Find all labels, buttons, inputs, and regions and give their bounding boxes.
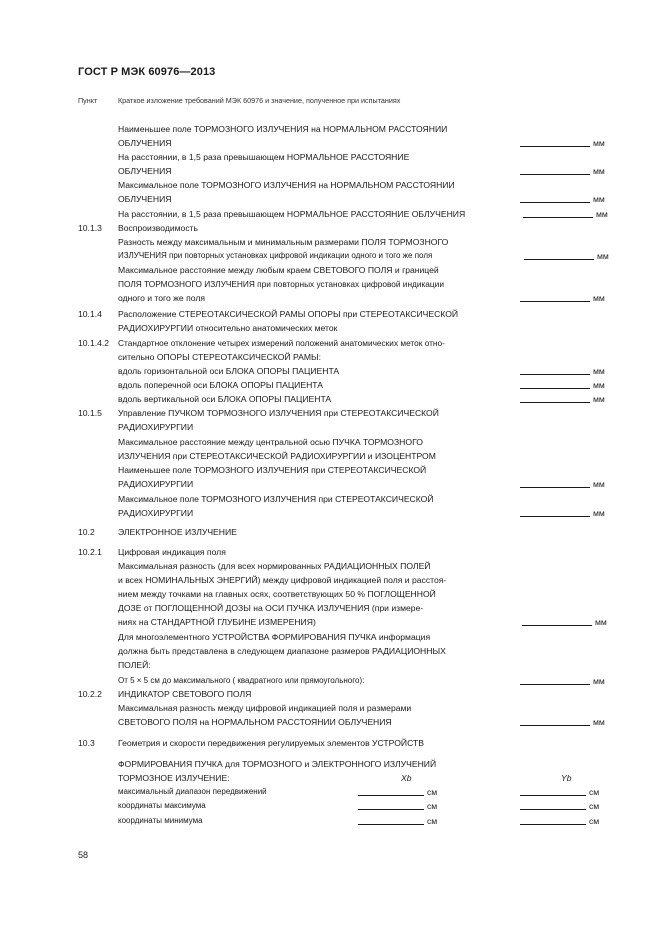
text-line: Максимальное расстояние между любым краем СВЕТОВОГО ПОЛЯ и границей: [118, 265, 439, 275]
unit-label: мм: [593, 394, 605, 404]
clause-number: 10.3: [78, 738, 95, 748]
text-line: На расстоянии, в 1,5 раза превышающем НОРМАЛЬНОЕ РАССТОЯНИЕ ОБЛУЧЕНИЯ: [118, 209, 466, 219]
text-line: вдоль горизонтальной оси БЛОКА ОПОРЫ ПАЦИЕНТА: [118, 366, 340, 376]
unit-label: мм: [593, 138, 605, 148]
answer-field[interactable]: [520, 676, 605, 686]
text-line: должна быть представлена в следующем диапазоне размеров РАДИАЦИОННЫХ: [118, 646, 446, 656]
column-header-description: Краткое изложение требований МЭК 60976 и значение, полученное при испытаниях: [118, 96, 401, 105]
answer-field[interactable]: [523, 209, 608, 219]
text-line: ОБЛУЧЕНИЯ: [118, 194, 172, 204]
answer-field[interactable]: [524, 251, 609, 261]
text-line: Наименьшее поле ТОРМОЗНОГО ИЗЛУЧЕНИЯ на НОРМАЛЬНОМ РАССТОЯНИИ: [118, 124, 448, 134]
unit-label: мм: [593, 166, 605, 176]
text-line: ОБЛУЧЕНИЯ: [118, 138, 172, 148]
text-line: ИЗЛУЧЕНИЯ при СТЕРЕОТАКСИЧЕСКОЙ РАДИОХИРУРГИИ и ИЗОЦЕНТРОМ: [118, 451, 436, 461]
text-line: ФОРМИРОВАНИЯ ПУЧКА для ТОРМОЗНОГО и ЭЛЕКТРОННОГО ИЗЛУЧЕНИЙ: [118, 759, 437, 769]
unit-label: см: [589, 801, 600, 811]
clause-number: 10.2.2: [78, 689, 102, 699]
answer-field[interactable]: [520, 394, 605, 404]
answer-field[interactable]: [520, 479, 605, 489]
text-line: Максимальное поле ТОРМОЗНОГО ИЗЛУЧЕНИЯ на НОРМАЛЬНОМ РАССТОЯНИИ: [118, 180, 455, 190]
text-line: нием между точками на главных осях, соответствующих 50 % ПОГЛОЩЕННОЙ: [118, 589, 436, 599]
unit-label: мм: [597, 251, 609, 261]
answer-field[interactable]: [520, 508, 605, 518]
unit-label: см: [427, 787, 438, 797]
page-title: ГОСТ Р МЭК 60976—2013: [78, 66, 216, 78]
unit-label: мм: [593, 479, 605, 489]
section-title: Управление ПУЧКОМ ТОРМОЗНОГО ИЗЛУЧЕНИЯ при СТЕРЕОТАКСИЧЕСКОЙ: [118, 408, 439, 418]
text-line: РАДИОХИРУРГИИ: [118, 479, 194, 489]
text-line: Максимальное расстояние между центральной осью ПУЧКА ТОРМОЗНОГО: [118, 437, 423, 447]
axis-label-y: Yb: [561, 773, 572, 783]
unit-label: мм: [593, 366, 605, 376]
unit-label: мм: [593, 194, 605, 204]
text-line: ПОЛЕЙ:: [118, 660, 151, 670]
answer-field-yb[interactable]: [520, 801, 599, 811]
answer-field-xb[interactable]: [358, 816, 437, 826]
text-line: Максимальная разность (для всех нормированных РАДИАЦИОННЫХ ПОЛЕЙ: [118, 561, 431, 571]
answer-field[interactable]: [520, 166, 605, 176]
axis-label-x: Xb: [401, 773, 412, 783]
answer-field[interactable]: [520, 138, 605, 148]
answer-field-yb[interactable]: [520, 787, 599, 797]
text-line: координаты минимума: [118, 816, 203, 825]
section-title: Воспроизводимость: [118, 223, 199, 233]
answer-field[interactable]: [520, 293, 605, 303]
unit-label: мм: [593, 380, 605, 390]
text-line: Разность между максимальным и минимальным размерами ПОЛЯ ТОРМОЗНОГО: [118, 237, 449, 247]
text-line: СВЕТОВОГО ПОЛЯ на НОРМАЛЬНОМ РАССТОЯНИИ ОБЛУЧЕНИЯ: [118, 717, 392, 727]
unit-label: см: [427, 801, 438, 811]
text-line: ДОЗЕ от ПОГЛОЩЕННОЙ ДОЗЫ на ОСИ ПУЧКА ИЗЛУЧЕНИЯ (при измере-: [118, 603, 424, 613]
section-title: Расположение СТЕРЕОТАКСИЧЕСКОЙ РАМЫ ОПОРЫ при СТЕРЕОТАКСИЧЕСКОЙ: [118, 309, 459, 319]
unit-label: мм: [593, 717, 605, 727]
clause-number: 10.1.3: [78, 223, 102, 233]
unit-label: мм: [593, 508, 605, 518]
page-number: 58: [78, 850, 89, 860]
answer-field[interactable]: [520, 717, 605, 727]
unit-label: мм: [596, 209, 608, 219]
text-line: максимальный диапазон передвижений: [118, 787, 267, 796]
unit-label: см: [427, 816, 438, 826]
section-title: Геометрия и скорости передвижения регулируемых элементов УСТРОЙСТВ: [118, 738, 424, 748]
clause-number: 10.1.5: [78, 408, 102, 418]
text-line: одного и того же поля: [118, 293, 205, 303]
answer-field[interactable]: [520, 194, 605, 204]
text-line: Для многоэлементного УСТРОЙСТВА ФОРМИРОВАНИЯ ПУЧКА информация: [118, 632, 431, 642]
text-line: сительно ОПОРЫ СТЕРЕОТАКСИЧЕСКОЙ РАМЫ:: [118, 352, 322, 362]
answer-field[interactable]: [520, 366, 605, 376]
column-header-item: Пункт: [78, 96, 98, 105]
unit-label: см: [589, 816, 600, 826]
text-line: Стандартное отклонение четырех измерений положений анатомических меток отно-: [118, 338, 445, 348]
section-title: ЭЛЕКТРОННОЕ ИЗЛУЧЕНИЕ: [118, 527, 237, 537]
section-title: Цифровая индикация поля: [118, 547, 226, 557]
text-line: На расстоянии, в 1,5 раза превышающем НОРМАЛЬНОЕ РАССТОЯНИЕ: [118, 152, 410, 162]
text-line: Максимальная разность между цифровой индикацией поля и размерами: [118, 703, 412, 713]
text-line: От 5 × 5 см до максимального ( квадратного или прямоугольного):: [118, 676, 365, 685]
text-line: ОБЛУЧЕНИЯ: [118, 166, 172, 176]
text-line: ИЗЛУЧЕНИЯ при повторных установках цифровой индикации одного и того же поля: [118, 251, 433, 260]
text-line: ТОРМОЗНОЕ ИЗЛУЧЕНИЕ:: [118, 773, 230, 783]
clause-number: 10.2: [78, 527, 95, 537]
answer-field-xb[interactable]: [358, 801, 437, 811]
text-line: РАДИОХИРУРГИИ: [118, 422, 194, 432]
text-line: и всех НОМИНАЛЬНЫХ ЭНЕРГИЙ) между цифровой индикацией поля и расстоя-: [118, 575, 447, 585]
text-line: координаты максимума: [118, 801, 206, 810]
clause-number: 10.1.4: [78, 309, 102, 319]
unit-label: мм: [593, 676, 605, 686]
text-line: ПОЛЯ ТОРМОЗНОГО ИЗЛУЧЕНИЯ при повторных установках цифровой индикации: [118, 279, 444, 289]
text-line: РАДИОХИРУРГИИ относительно анатомических меток: [118, 323, 338, 333]
section-title: ИНДИКАТОР СВЕТОВОГО ПОЛЯ: [118, 689, 252, 699]
text-line: вдоль поперечной оси БЛОКА ОПОРЫ ПАЦИЕНТА: [118, 380, 323, 390]
answer-field-xb[interactable]: [358, 787, 437, 797]
answer-field[interactable]: [522, 617, 607, 627]
text-line: РАДИОХИРУРГИИ: [118, 508, 194, 518]
text-line: Максимальное поле ТОРМОЗНОГО ИЗЛУЧЕНИЯ при СТЕРЕОТАКСИЧЕСКОЙ: [118, 494, 434, 504]
unit-label: см: [589, 787, 600, 797]
answer-field[interactable]: [520, 380, 605, 390]
clause-number: 10.1.4.2: [78, 338, 110, 348]
clause-number: 10.2.1: [78, 547, 102, 557]
text-line: вдоль вертикальной оси БЛОКА ОПОРЫ ПАЦИЕНТА: [118, 394, 332, 404]
text-line: ниях на СТАНДАРТНОЙ ГЛУБИНЕ ИЗМЕРЕНИЯ): [118, 617, 316, 627]
unit-label: мм: [595, 617, 607, 627]
unit-label: мм: [593, 293, 605, 303]
answer-field-yb[interactable]: [520, 816, 599, 826]
text-line: Наименьшее поле ТОРМОЗНОГО ИЗЛУЧЕНИЯ при СТЕРЕОТАКСИЧЕСКОЙ: [118, 465, 427, 475]
